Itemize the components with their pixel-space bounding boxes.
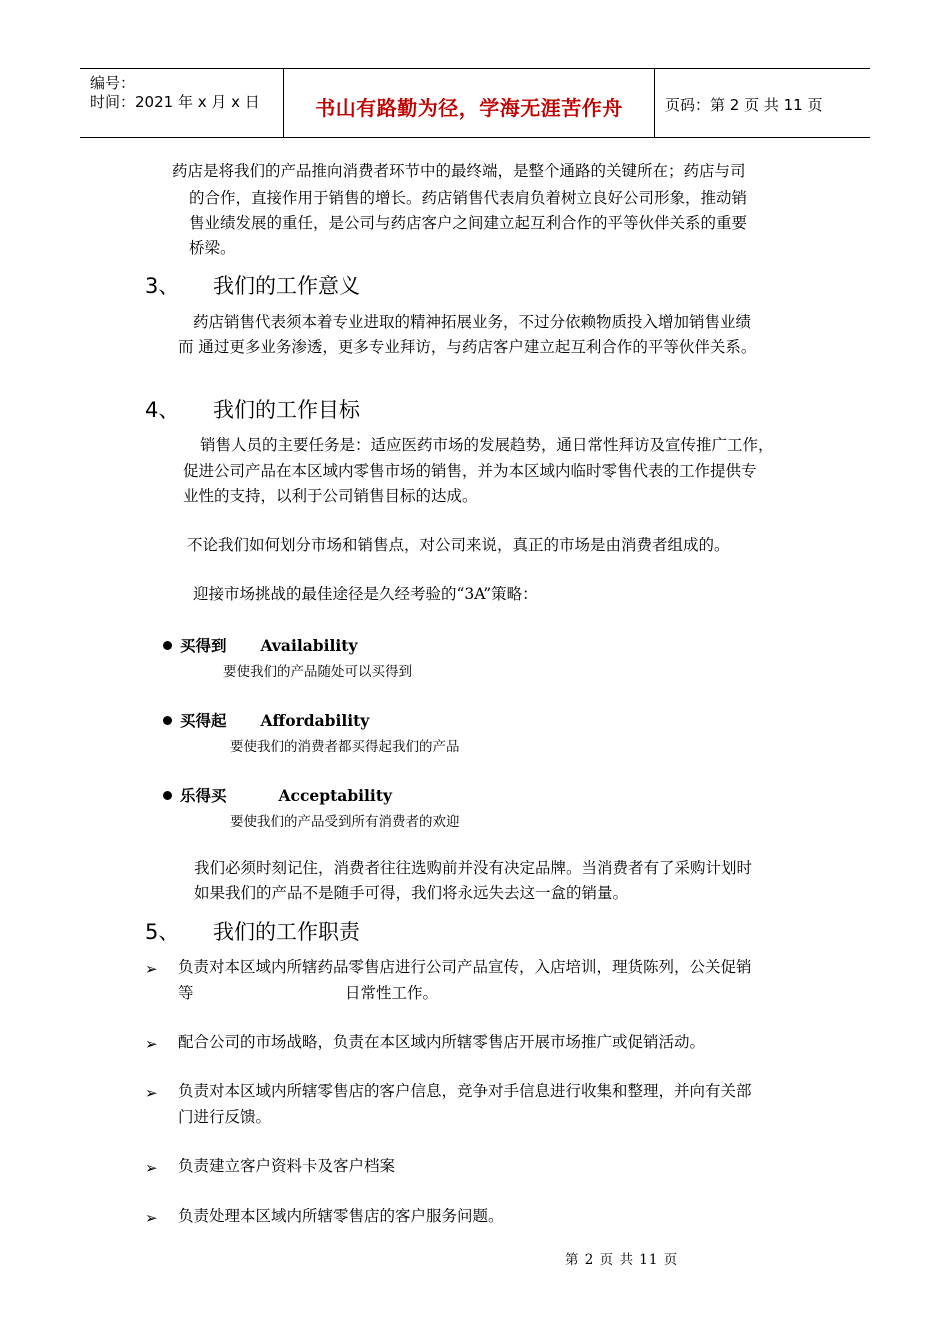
duty-5-line-1: 负责处理本区域内所辖零售店的客户服务问题。 [178,1207,504,1225]
section-4-p2: 不论我们如何划分市场和销售点，对公司来说，真正的市场是由消费者组成的。 [187,536,730,554]
duty-3-line-2: 门进行反馈。 [178,1108,272,1126]
intro-line-2: 的合作，直接作用于销售的增长。药店销售代表肩负着树立良好公司形象，推动销 [189,189,748,207]
section-4-p3: 迎接市场挑战的最佳途径是久经考验的“3A”策略： [193,585,538,603]
bullet-dot-icon [163,791,172,800]
duty-1-line-2b: 日常性工作。 [345,984,439,1002]
duty-1-line-2a: 等 [178,984,194,1002]
duty-4-line-1: 负责建立客户资料卡及客户档案 [178,1157,396,1175]
duty-1-line-1: 负责对本区域内所辖药品零售店进行公司产品宣传，入店培训，理货陈列，公关促销 [178,958,752,976]
section-5-title: 我们的工作职责 [213,920,360,944]
section-4-p1-line-3: 业性的支持，以利于公司销售目标的达成。 [183,487,478,505]
document-header [80,68,870,138]
strategy-1-desc: 要使我们的产品随处可以买得到 [223,664,412,680]
intro-line-3: 售业绩发展的重任，是公司与药店客户之间建立起互利合作的平等伙伴关系的重要 [189,214,748,232]
header-motto-cell [284,69,655,137]
arrow-bullet-icon: ➢ [145,960,158,978]
arrow-bullet-icon: ➢ [145,1159,158,1177]
page-footer: 第 2 页 共 11 页 [565,1252,679,1268]
arrow-bullet-icon: ➢ [145,1084,158,1102]
section-4-heading [145,394,360,424]
strategy-3-desc: 要使我们的产品受到所有消费者的欢迎 [230,814,460,830]
section-3-line-1: 药店销售代表须本着专业进取的精神拓展业务，不过分依赖物质投入增加销售业绩 [193,313,752,331]
strategy-2-cn: 买得起 [180,711,227,730]
strategy-item-3 [163,784,392,806]
strategy-1-en: Availability [260,636,358,655]
section-3-heading [145,270,360,300]
arrow-bullet-icon: ➢ [145,1035,158,1053]
section-4-p4-line-1: 我们必须时刻记住，消费者往往选购前并没有决定品牌。当消费者有了采购计划时 [194,859,753,877]
section-4-p1-line-1: 销售人员的主要任务是：适应医药市场的发展趋势，通日常性拜访及宣传推广工作， [200,436,774,454]
strategy-item-1 [163,634,357,656]
header-page-label: 页码：第 2 页 共 11 页 [665,96,823,114]
strategy-1-cn: 买得到 [180,636,227,655]
section-3-number: 3、 [145,274,180,298]
intro-line-4: 桥梁。 [189,239,236,257]
duty-3-line-1: 负责对本区域内所辖零售店的客户信息，竞争对手信息进行收集和整理，并向有关部 [178,1082,752,1100]
section-5-number: 5、 [145,920,180,944]
strategy-3-en: Acceptability [278,786,392,805]
time-label: 时间：2021 年 x 月 x 日 [90,93,260,111]
header-meta-cell [80,69,284,137]
section-4-number: 4、 [145,398,180,422]
strategy-2-desc: 要使我们的消费者都买得起我们的产品 [230,739,460,755]
strategy-3-cn: 乐得买 [180,786,227,805]
header-page-cell [655,69,870,137]
section-4-title: 我们的工作目标 [213,398,360,422]
section-4-p4-line-2: 如果我们的产品不是随手可得，我们将永远失去这一盒的销量。 [194,884,629,902]
arrow-bullet-icon: ➢ [145,1209,158,1227]
intro-line-1: 药店是将我们的产品推向消费者环节中的最终端，是整个通路的关键所在；药店与司 [172,162,746,180]
motto: 书山有路勤为径，学海无涯苦作舟 [315,96,623,120]
strategy-2-en: Affordability [260,711,370,730]
code-label: 编号： [90,74,136,92]
bullet-dot-icon [163,641,172,650]
duty-2-line-1: 配合公司的市场战略，负责在本区域内所辖零售店开展市场推广或促销活动。 [178,1033,706,1051]
section-3-title: 我们的工作意义 [213,274,360,298]
section-3-line-2: 而 通过更多业务渗透，更多专业拜访，与药店客户建立起互利合作的平等伙伴关系。 [178,338,757,356]
bullet-dot-icon [163,716,172,725]
section-5-heading [145,916,360,946]
strategy-item-2 [163,709,369,731]
section-4-p1-line-2: 促进公司产品在本区域内零售市场的销售，并为本区域内临时零售代表的工作提供专 [183,462,757,480]
